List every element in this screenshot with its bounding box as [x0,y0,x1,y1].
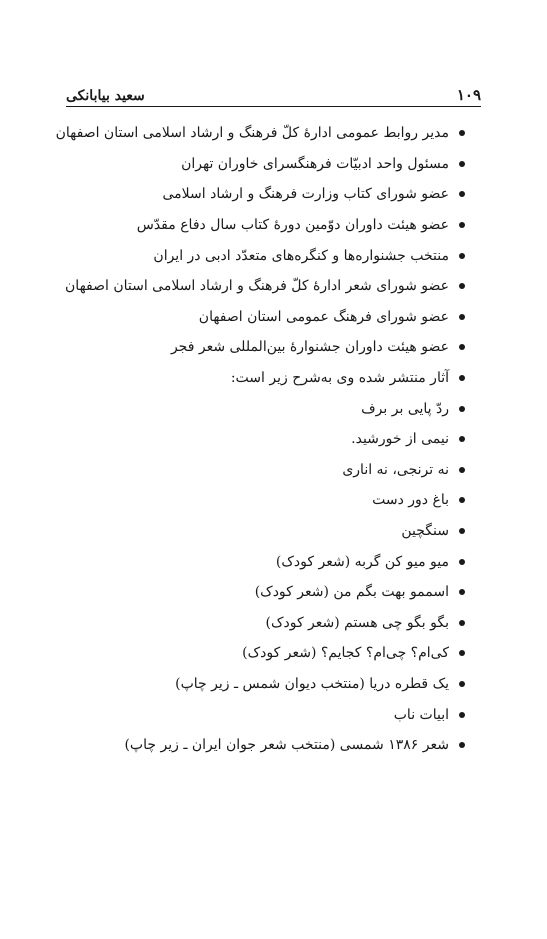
bullet-icon [459,253,465,259]
list-item-text: مدیر روابط عمومی ادارهٔ کلّ فرهنگ و ارشاد اسلامی استان اصفهان [55,125,449,142]
list-item [45,271,465,302]
bullet-icon [459,467,465,473]
list-item [45,393,465,424]
bullet-icon [459,650,465,656]
bullet-icon [459,436,465,442]
list-item [45,577,465,608]
list-item-text: عضو شورای شعر ادارهٔ کلّ فرهنگ و ارشاد اسلامی استان اصفهان [65,278,449,295]
bullet-icon [459,406,465,412]
page-number: ۱۰۹ [456,86,481,104]
list-item-text: منتخب جشنواره‌ها و کنگره‌های متعدّد ادبی در ایران [153,247,449,264]
list-item-text: میو میو کن گربه (شعر کودک) [275,553,449,570]
list-item-text: سنگچین [401,523,449,540]
bullet-icon [459,222,465,228]
list-item [45,179,465,210]
list-item [45,455,465,486]
list-item-text: ابیات ناب [393,706,449,723]
list-item [45,516,465,547]
list-item [45,608,465,639]
bullet-icon [459,497,465,503]
list-item [45,118,465,149]
bullet-icon [459,681,465,687]
list-item [45,149,465,180]
bullet-icon [459,283,465,289]
list-item [45,424,465,455]
list-item-text: باغ دور دست [372,492,449,509]
list-item-text: نیمی از خورشید. [351,431,449,448]
list-item-text: عضو هیئت داوران دوّمین دورهٔ کتاب سال دفاع مقدّس [136,217,449,234]
bullet-icon [459,620,465,626]
bullet-icon [459,130,465,136]
bullet-icon [459,528,465,534]
bullet-list [45,118,465,760]
list-item-text: شعر ۱۳۸۶ شمسی (منتخب شعر جوان ایران ـ زیر چاپ) [124,737,449,754]
author-name: سعید بیابانکی [66,88,145,104]
list-item-text: نه ترنجی، نه اناری [342,461,449,478]
list-item [45,638,465,669]
list-item [45,363,465,394]
list-item-text: مسئول واحد ادبیّات فرهنگسرای خاوران تهران [181,155,449,172]
list-item-text: آثار منتشر شده وی به‌شرح زیر است: [230,370,449,387]
bullet-icon [459,375,465,381]
running-head [66,80,481,107]
bullet-icon [459,344,465,350]
bullet-icon [459,191,465,197]
list-item [45,485,465,516]
list-item-text: بگو بگو چی هستم (شعر کودک) [265,614,449,631]
list-item-text: کی‌ام؟ چی‌ام؟ کجایم؟ (شعر کودک) [242,645,449,662]
list-item-text: عضو شورای فرهنگ عمومی استان اصفهان [198,308,449,325]
list-item [45,730,465,761]
list-item-text: عضو شورای کتاب وزارت فرهنگ و ارشاد اسلامی [162,186,449,203]
list-item-text: عضو هیئت داوران جشنوارهٔ بین‌المللی شعر فجر [170,339,449,356]
list-item [45,302,465,333]
list-item-text: اسممو بهت بگم من (شعر کودک) [254,584,449,601]
bullet-icon [459,559,465,565]
bullet-icon [459,742,465,748]
list-item [45,240,465,271]
list-item [45,210,465,241]
list-item [45,546,465,577]
bullet-icon [459,712,465,718]
bullet-icon [459,314,465,320]
bullet-icon [459,161,465,167]
list-item [45,332,465,363]
bullet-icon [459,589,465,595]
list-item [45,699,465,730]
list-item-text: یک قطره دریا (منتخب دیوان شمس ـ زیر چاپ) [175,675,449,692]
list-item-text: ردّ پایی بر برف [361,400,449,417]
list-item [45,669,465,700]
